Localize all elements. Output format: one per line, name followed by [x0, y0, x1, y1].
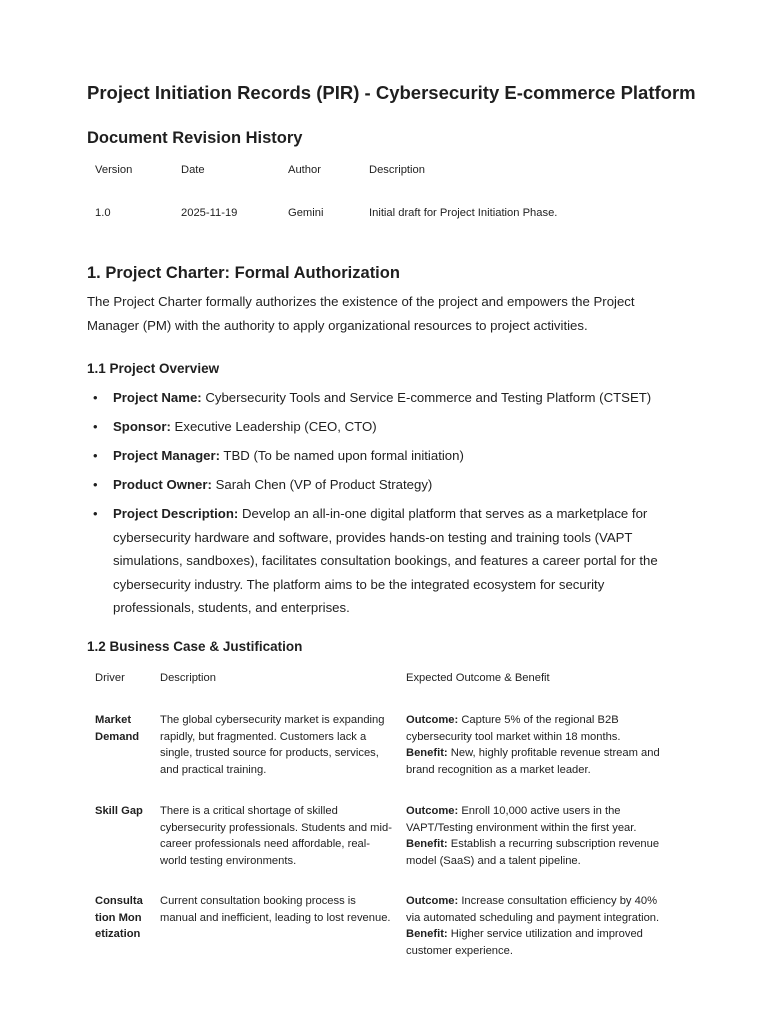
charter-intro-line-1: The Project Charter formally authorizes the existence of the project and empowers the Project	[87, 294, 635, 309]
outcome-label: Outcome:	[406, 805, 459, 817]
table-row-driver: Skill Gap	[95, 805, 143, 817]
item-label: Project Description:	[113, 506, 239, 521]
revision-history-heading: Document Revision History	[87, 129, 303, 147]
document-title: Project Initiation Records (PIR) - Cybersecurity E-commerce Platform	[87, 82, 696, 103]
outcome-text: Capture 5% of the regional B2B cybersecurity tool market within 18 months.	[406, 714, 621, 743]
benefit-label: Benefit:	[406, 838, 448, 850]
revision-header-author: Author	[288, 164, 321, 176]
table-row-driver: Market Demand	[95, 714, 140, 743]
project-overview-heading: 1.1 Project Overview	[87, 361, 220, 376]
benefit-text: Higher service utilization and improved customer experience.	[406, 928, 643, 957]
table-row-outcome	[406, 803, 668, 869]
table-row-outcome	[406, 712, 668, 778]
outcome-label: Outcome:	[406, 895, 459, 907]
list-item	[86, 444, 686, 468]
benefit-text: New, highly profitable revenue stream and brand recognition as a market leader.	[406, 747, 660, 776]
outcome-text: Enroll 10,000 active users in the VAPT/Testing environment within the first year.	[406, 805, 637, 834]
item-text: Executive Leadership (CEO, CTO)	[170, 419, 377, 434]
revision-header-version: Version	[95, 164, 133, 176]
table-row-description: Current consultation booking process is manual and inefficient, leading to lost revenue.	[160, 895, 391, 924]
outcome-text: Increase consultation efficiency by 40% via automated scheduling and payment integration.	[406, 895, 660, 924]
list-item	[86, 415, 686, 439]
business-header-outcome: Expected Outcome & Benefit	[406, 672, 550, 684]
benefit-text: Establish a recurring subscription revenue model (SaaS) and a talent pipeline.	[406, 838, 660, 867]
item-text: TBD (To be named upon formal initiation)	[220, 448, 464, 463]
list-item	[86, 386, 686, 410]
benefit-label: Benefit:	[406, 747, 448, 759]
charter-heading: 1. Project Charter: Formal Authorization	[87, 264, 400, 282]
item-text: Develop an all-in-one digital platform that serves as a marketplace for cybersecurity hardware and software, provides hands-on testing and training tools (VAPT simulations, sandboxes), facilitates consultation bookings, and features a career portal for the cybersecurity industry. The platform aims to be the integrated ecosystem for security professionals, students, and enterprises.	[113, 506, 658, 615]
table-row-description: There is a critical shortage of skilled cybersecurity professionals. Students and mid-career professionals need affordable, real-world testing environments.	[160, 805, 392, 867]
revision-cell-author: Gemini	[288, 207, 324, 219]
revision-cell-date: 2025-11-19	[181, 207, 238, 219]
benefit-label: Benefit:	[406, 928, 448, 940]
list-item	[86, 502, 686, 620]
revision-cell-version: 1.0	[95, 207, 111, 219]
revision-header-date: Date	[181, 164, 205, 176]
revision-cell-description: Initial draft for Project Initiation Phase.	[369, 207, 558, 219]
table-row-driver: Consultation Monetization	[95, 895, 143, 940]
item-text: Cybersecurity Tools and Service E-commerce and Testing Platform (CTSET)	[201, 390, 652, 405]
item-label: Project Manager:	[113, 448, 220, 463]
item-label: Product Owner:	[113, 477, 212, 492]
item-label: Project Name:	[113, 390, 202, 405]
table-row-description: The global cybersecurity market is expanding rapidly, but fragmented. Customers lack a single, trusted source for products, services, and practical training.	[160, 714, 385, 776]
list-item	[86, 473, 686, 497]
table-row-outcome	[406, 893, 668, 959]
revision-header-description: Description	[369, 164, 425, 176]
business-case-heading: 1.2 Business Case & Justification	[87, 639, 303, 654]
item-label: Sponsor:	[113, 419, 171, 434]
charter-intro-line-2: Manager (PM) with the authority to apply organizational resources to project activities.	[87, 318, 588, 333]
business-header-description: Description	[160, 672, 216, 684]
outcome-label: Outcome:	[406, 714, 459, 726]
item-text: Sarah Chen (VP of Product Strategy)	[211, 477, 433, 492]
business-header-driver: Driver	[95, 672, 125, 684]
project-overview-list	[86, 386, 686, 625]
